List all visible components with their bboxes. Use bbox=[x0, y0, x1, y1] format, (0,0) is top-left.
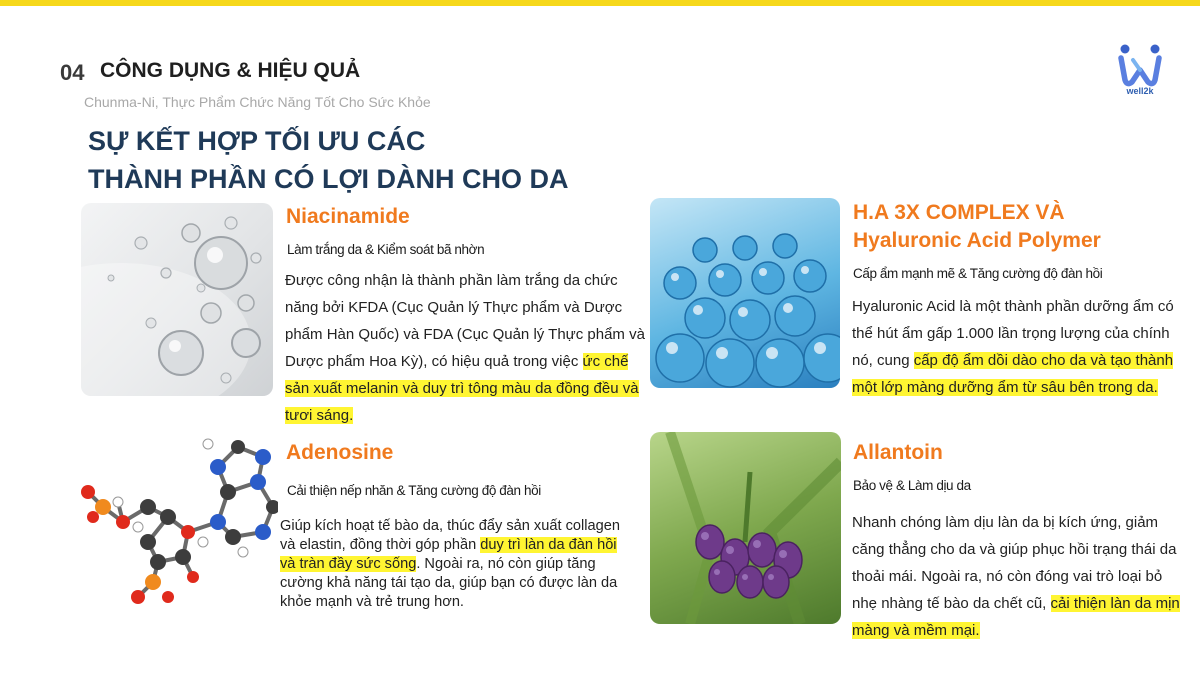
adenosine-molecule-image bbox=[78, 432, 278, 612]
hyaluronic-body-text: Hyaluronic Acid là một thành phần dưỡng ẩm có thể hút ẩm gấp 1.000 lần trọng lượng của chính nó, cung bbox=[852, 298, 1174, 369]
hyaluronic-title-line-2: Hyaluronic Acid Polymer bbox=[853, 229, 1101, 252]
allantoin-tagline: Bảo vệ & Làm dịu da bbox=[853, 478, 971, 493]
adenosine-body-text-1: Giúp kích hoạt tế bào da, thúc đẩy sản xuất collagen và elastin, đồng thời góp phần bbox=[280, 518, 620, 553]
niacinamide-bubbles-image bbox=[81, 203, 273, 396]
hyaluronic-beads-image bbox=[650, 198, 840, 388]
niacinamide-body-highlight: ức chế sản xuất melanin và duy trì tông màu da đồng đều và tươi sáng. bbox=[285, 353, 639, 424]
allantoin-title: Allantoin bbox=[853, 441, 943, 464]
adenosine-body-text-2: . Ngoài ra, nó còn giúp tăng cường khả năng tái tạo da, giúp bạn có được làn da khỏe mạnh và trẻ trung hơn. bbox=[280, 556, 618, 610]
page-headline bbox=[88, 122, 569, 198]
top-accent-bar bbox=[0, 0, 1200, 6]
allantoin-body-highlight: cải thiện làn da mịn màng và mềm mại. bbox=[852, 595, 1180, 639]
page-subtitle: Chunma-Ni, Thực Phẩm Chức Năng Tốt Cho Sức Khỏe bbox=[84, 94, 431, 110]
section-number: 04 bbox=[60, 60, 85, 85]
allantoin-body bbox=[852, 509, 1190, 644]
logo-text: well2k bbox=[1126, 86, 1154, 96]
adenosine-title: Adenosine bbox=[286, 441, 394, 464]
adenosine-tagline: Cải thiện nếp nhăn & Tăng cường độ đàn hồi bbox=[287, 483, 541, 498]
headline-line-1: SỰ KẾT HỢP TỐI ƯU CÁC bbox=[88, 126, 426, 156]
niacinamide-tagline: Làm trắng da & Kiểm soát bã nhờn bbox=[287, 242, 485, 257]
headline-line-2: THÀNH PHẦN CÓ LỢI DÀNH CHO DA bbox=[88, 164, 569, 194]
niacinamide-body-text: Được công nhận là thành phần làm trắng da chức năng bởi KFDA (Cục Quản lý Thực phẩm và Dược phẩm Hàn Quốc) và FDA (Cục Quản lý Thực phẩm và Dược phẩm Hoa Kỳ), có hiệu quả trong việc bbox=[285, 272, 645, 370]
adenosine-body-highlight: duy trì làn da đàn hồi và tràn đầy sức sống bbox=[280, 537, 617, 572]
adenosine-body bbox=[280, 517, 622, 612]
hyaluronic-title-line-1: H.A 3X COMPLEX VÀ bbox=[853, 201, 1065, 224]
section-title: CÔNG DỤNG & HIỆU QUẢ bbox=[100, 59, 361, 82]
hyaluronic-tagline: Cấp ẩm mạnh mẽ & Tăng cường độ đàn hồi bbox=[853, 266, 1103, 281]
allantoin-body-text: Nhanh chóng làm dịu làn da bị kích ứng, giảm căng thẳng cho da và giúp phục hồi trạng thái da thoải mái. Ngoài ra, nó còn đóng vai trò loại bỏ nhẹ nhàng tế bào da chết cũ, bbox=[852, 514, 1177, 612]
hyaluronic-body bbox=[852, 293, 1187, 401]
hyaluronic-body-highlight: cấp độ ẩm dồi dào cho da và tạo thành một lớp màng dưỡng ẩm từ sâu bên trong da. bbox=[852, 352, 1174, 396]
allantoin-comfrey-flower-image bbox=[650, 432, 841, 624]
niacinamide-body bbox=[285, 267, 647, 429]
niacinamide-title: Niacinamide bbox=[286, 205, 410, 228]
hyaluronic-title bbox=[853, 199, 1101, 255]
